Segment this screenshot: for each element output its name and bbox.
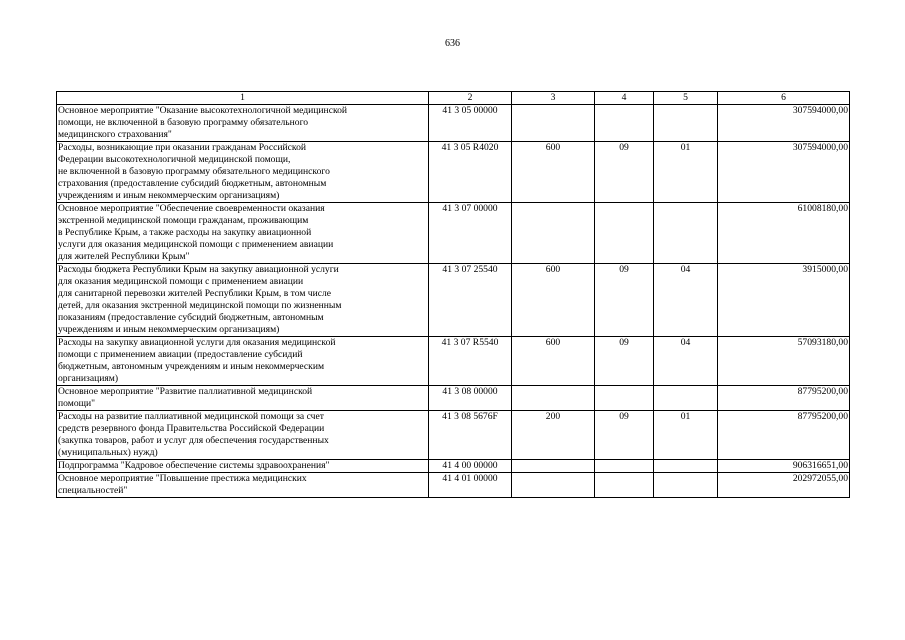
- expense-name-line: детей, для оказания экстренной медицинской помощи по жизненным: [58, 300, 342, 311]
- amount-cell: 202972055,00: [718, 473, 850, 498]
- amount-cell: 87795200,00: [718, 411, 850, 460]
- expense-name-line: Основное мероприятие "Обеспечение своевременности оказания: [58, 203, 325, 214]
- budget-table: [56, 91, 850, 498]
- subsection-cell: 04: [654, 264, 718, 337]
- subsection-cell: [654, 460, 718, 473]
- expense-name-line: экстренной медицинской помощи гражданам, проживающим: [58, 215, 309, 226]
- expense-type-cell: 600: [512, 142, 595, 203]
- expense-name-cell: [57, 264, 429, 337]
- subsection-cell: [654, 105, 718, 142]
- amount-cell: 87795200,00: [718, 386, 850, 411]
- column-header-3: 3: [512, 92, 595, 105]
- target-article-code-cell: 41 3 07 00000: [429, 203, 512, 264]
- table-row: [57, 386, 850, 411]
- expense-name-line: Подпрограмма "Кадровое обеспечение системы здравоохранения": [58, 460, 330, 471]
- expense-name-line: помощи": [58, 398, 96, 409]
- expense-name-line: помощи с применением авиации (предоставление субсидий: [58, 349, 303, 360]
- expense-name-line: бюджетным, автономным учреждениям и иным некоммерческим: [58, 361, 325, 372]
- table-row: [57, 264, 850, 337]
- expense-name-line: (муниципальных) нужд): [58, 447, 158, 458]
- target-article-code-cell: 41 3 05 00000: [429, 105, 512, 142]
- amount-cell: 307594000,00: [718, 142, 850, 203]
- expense-name-line: медицинского страхования": [58, 129, 172, 140]
- expense-name-line: организациям): [58, 373, 119, 384]
- table-row: [57, 473, 850, 498]
- expense-type-cell: [512, 105, 595, 142]
- target-article-code-cell: 41 3 05 R4020: [429, 142, 512, 203]
- expense-name-cell: [57, 142, 429, 203]
- expense-name-line: для санитарной перевозки жителей Республики Крым, в том числе: [58, 288, 332, 299]
- table-row: [57, 142, 850, 203]
- expense-name-line: Основное мероприятие "Оказание высокотехнологичной медицинской: [58, 105, 348, 116]
- column-number-header-row: [57, 92, 850, 105]
- expense-name-line: для жителей Республики Крым": [58, 251, 190, 262]
- target-article-code-cell: 41 3 07 25540: [429, 264, 512, 337]
- expense-name-line: Основное мероприятие "Повышение престижа медицинских: [58, 473, 307, 484]
- expense-name-line: Расходы на закупку авиационной услуги для оказания медицинской: [58, 337, 336, 348]
- expense-name-line: учреждениям и иным некоммерческим организациям): [58, 324, 280, 335]
- section-cell: [595, 460, 654, 473]
- expense-name-line: (закупка товаров, работ и услуг для обеспечения государственных: [58, 435, 329, 446]
- expense-type-cell: 600: [512, 337, 595, 386]
- amount-cell: 307594000,00: [718, 105, 850, 142]
- expense-name-line: страхования (предоставление субсидий бюджетным, автономным: [58, 178, 327, 189]
- column-header-5: 5: [654, 92, 718, 105]
- column-header-4: 4: [595, 92, 654, 105]
- expense-type-cell: 600: [512, 264, 595, 337]
- expense-type-cell: [512, 473, 595, 498]
- section-cell: 09: [595, 337, 654, 386]
- budget-table-body: [57, 105, 850, 498]
- column-header-2: 2: [429, 92, 512, 105]
- amount-cell: 57093180,00: [718, 337, 850, 386]
- target-article-code-cell: 41 3 08 00000: [429, 386, 512, 411]
- table-row: [57, 411, 850, 460]
- subsection-cell: 04: [654, 337, 718, 386]
- expense-name-line: в Республике Крым, а также расходы на закупку авиационной: [58, 227, 312, 238]
- target-article-code-cell: 41 4 01 00000: [429, 473, 512, 498]
- expense-name-line: помощи, не включенной в базовую программу обязательного: [58, 117, 309, 128]
- expense-type-cell: [512, 460, 595, 473]
- target-article-code-cell: 41 4 00 00000: [429, 460, 512, 473]
- expense-name-cell: [57, 473, 429, 498]
- section-cell: 09: [595, 264, 654, 337]
- amount-cell: 3915000,00: [718, 264, 850, 337]
- expense-name-line: услуги для оказания медицинской помощи с применением авиации: [58, 239, 334, 250]
- expense-name-cell: [57, 386, 429, 411]
- expense-name-line: Расходы на развитие паллиативной медицинской помощи за счет: [58, 411, 324, 422]
- section-cell: [595, 203, 654, 264]
- section-cell: [595, 386, 654, 411]
- expense-name-line: учреждениям и иным некоммерческим организациям): [58, 190, 280, 201]
- expense-name-line: Расходы, возникающие при оказании гражданам Российской: [58, 142, 307, 153]
- subsection-cell: [654, 473, 718, 498]
- column-header-1: 1: [57, 92, 429, 105]
- column-header-6: 6: [718, 92, 850, 105]
- page-number: 636: [445, 38, 460, 49]
- expense-name-line: для оказания медицинской помощи с применением авиации: [58, 276, 304, 287]
- expense-type-cell: [512, 386, 595, 411]
- section-cell: [595, 473, 654, 498]
- subsection-cell: 01: [654, 411, 718, 460]
- expense-name-cell: [57, 337, 429, 386]
- expense-type-cell: [512, 203, 595, 264]
- table-row: [57, 105, 850, 142]
- table-row: [57, 337, 850, 386]
- section-cell: 09: [595, 411, 654, 460]
- section-cell: 09: [595, 142, 654, 203]
- table-row: [57, 203, 850, 264]
- amount-cell: 906316651,00: [718, 460, 850, 473]
- expense-type-cell: 200: [512, 411, 595, 460]
- table-row: [57, 460, 850, 473]
- target-article-code-cell: 41 3 07 R5540: [429, 337, 512, 386]
- expense-name-cell: [57, 460, 429, 473]
- expense-name-line: показаниям (предоставление субсидий бюджетным, автономным: [58, 312, 324, 323]
- amount-cell: 61008180,00: [718, 203, 850, 264]
- expense-name-line: Основное мероприятие "Развитие паллиативной медицинской: [58, 386, 313, 397]
- expense-name-line: Федерации высокотехнологичной медицинской помощи,: [58, 154, 291, 165]
- target-article-code-cell: 41 3 08 5676F: [429, 411, 512, 460]
- expense-name-cell: [57, 411, 429, 460]
- expense-name-line: специальностей": [58, 485, 128, 496]
- expense-name-cell: [57, 203, 429, 264]
- expense-name-line: средств резервного фонда Правительства Российской Федерации: [58, 423, 325, 434]
- expense-name-line: Расходы бюджета Республики Крым на закупку авиационной услуги: [58, 264, 339, 275]
- subsection-cell: [654, 386, 718, 411]
- section-cell: [595, 105, 654, 142]
- subsection-cell: [654, 203, 718, 264]
- subsection-cell: 01: [654, 142, 718, 203]
- expense-name-line: не включенной в базовую программу обязательного медицинского: [58, 166, 330, 177]
- expense-name-cell: [57, 105, 429, 142]
